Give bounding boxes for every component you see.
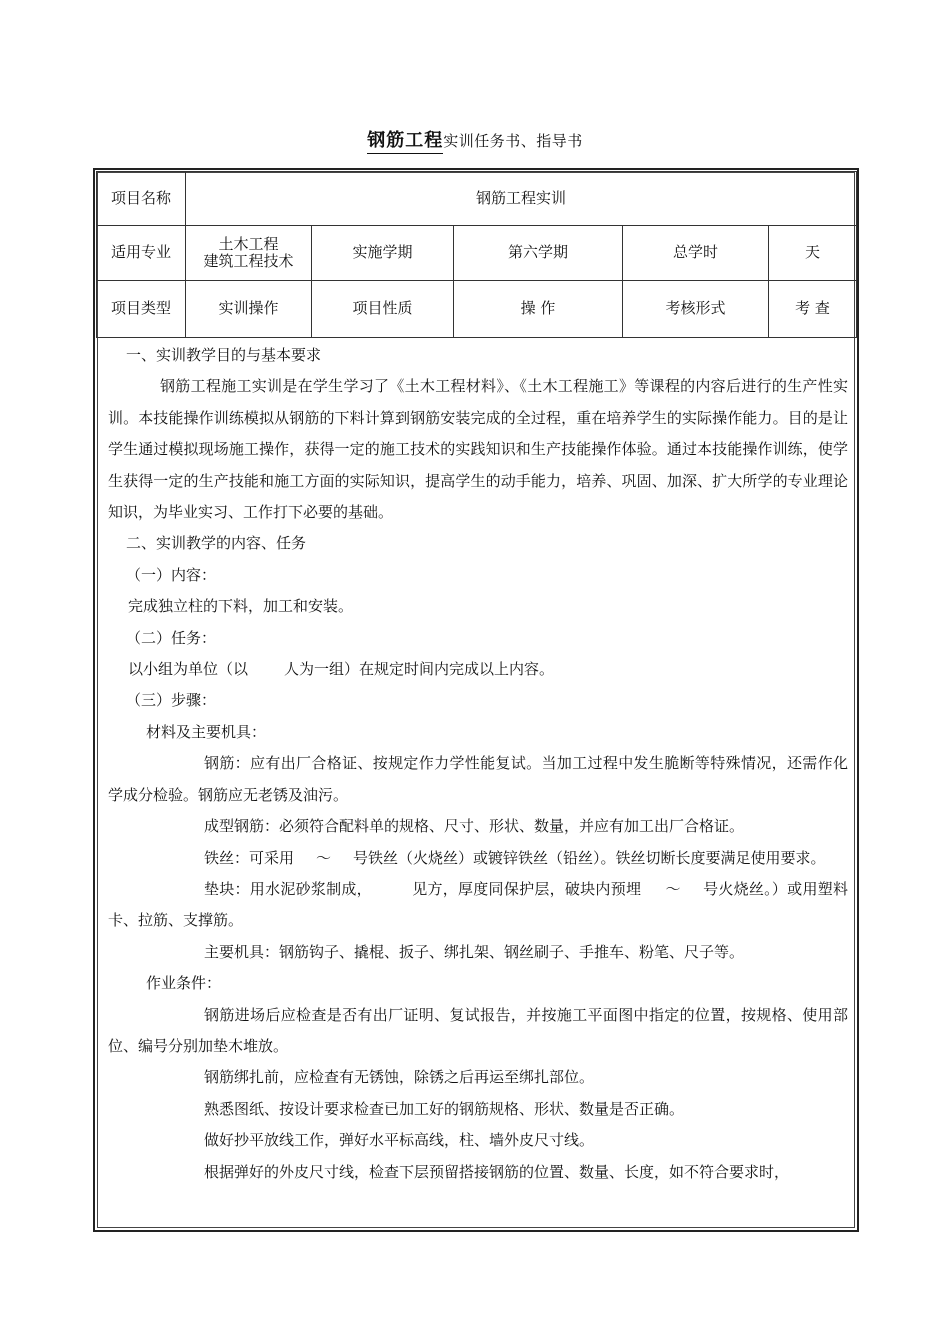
formed-steel-paragraph: 成型钢筋：必须符合配料单的规格、尺寸、形状、数量，并应有加工出厂合格证。 [204,817,745,836]
label-nature: 项目性质 [312,281,454,338]
value-assessment: 考 查 [769,281,857,338]
title-main: 钢筋工程 [367,130,443,154]
wire-paragraph: 铁丝：可采用 ～ 号铁丝（火烧丝）或镀锌铁丝（铅丝）。铁丝切断长度要满足使用要求。 [204,848,826,867]
condition-item: 做好抄平放线工作，弹好水平标高线，柱、墙外皮尺寸线。 [204,1131,595,1150]
steel-paragraph: 钢筋：应有出厂合格证、按规定作力学性能复试。当加工过程中发生脆断等特殊情况，还需作化学成分检验。钢筋应无老锈及油污。 [108,754,848,804]
sub-heading-task: （二）任务： [126,628,217,647]
tools-paragraph: 主要机具：钢筋钩子、撬棍、扳子、绑扎架、钢丝刷子、手推车、粉笔、尺子等。 [204,942,745,961]
major-line2: 建筑工程技术 [203,252,294,270]
content-body [108,340,848,1188]
value-term: 第六学期 [454,226,623,281]
info-table [96,171,857,338]
value-major [186,226,312,281]
sub-content-text: 完成独立柱的下料，加工和安装。 [128,597,354,616]
table-row-project-name [97,172,857,226]
sub-heading-steps: （三）步骤： [126,691,217,710]
materials-heading: 材料及主要机具： [146,722,267,741]
label-term: 实施学期 [312,226,454,281]
document-title [0,126,950,152]
table-row-major [97,226,857,281]
condition-item: 钢筋进场后应检查是否有出厂证明、复试报告，并按施工平面图中指定的位置，按规格、使用部位、编号分别加垫木堆放。 [108,1005,848,1055]
label-assessment: 考核形式 [623,281,769,338]
value-project-name: 钢筋工程实训 [186,172,857,226]
pad-paragraph: 垫块：用水泥砂浆制成， 见方，厚度同保护层，破块内预埋 ～ 号火烧丝。）或用塑料卡、拉筋、支撑筋。 [108,879,848,930]
major-line1: 土木工程 [218,234,279,253]
label-project-name: 项目名称 [97,172,186,226]
condition-item: 钢筋绑扎前，应检查有无锈蚀，除锈之后再运至绑扎部位。 [204,1068,595,1087]
section1-paragraph: 钢筋工程施工实训是在学生学习了《土木工程材料》、《土木工程施工》等课程的内容后进行的生产性实训。本技能操作训练模拟从钢筋的下料计算到钢筋安装完成的全过程，重在培养学生的实际操作能力。目的是让学生通过模拟现场施工操作，获得一定的施工技术的实践知识和生产技能操作体验。通过本技能操作训练，使学生获得一定的生产技能和施工方面的实际知识，提高学生的动手能力，培养、巩固、加深、扩大所学的专业理论知识，为毕业实习、工作打下必要的基础。 [108,377,848,522]
section1-heading: 一、实训教学目的与基本要求 [126,346,322,364]
value-hours: 天 [769,226,857,281]
value-type: 实训操作 [186,281,312,338]
title-suffix: 实训任务书、指导书 [443,132,583,150]
sub-heading-content: （一）内容： [126,565,217,584]
condition-item: 根据弹好的外皮尺寸线，检查下层预留搭接钢筋的位置、数量、长度，如不符合要求时， [204,1162,790,1181]
value-nature: 操 作 [454,281,623,338]
sub-task-text: 以小组为单位（以 人为一组）在规定时间内完成以上内容。 [128,660,555,679]
label-type: 项目类型 [97,281,186,338]
label-hours: 总学时 [623,226,769,281]
section2-heading: 二、实训教学的内容、任务 [126,534,307,553]
condition-item: 熟悉图纸、按设计要求检查已加工好的钢筋规格、形状、数量是否正确。 [204,1099,685,1118]
label-major: 适用专业 [97,226,186,281]
table-row-type [97,281,857,338]
conditions-heading: 作业条件： [146,974,222,993]
